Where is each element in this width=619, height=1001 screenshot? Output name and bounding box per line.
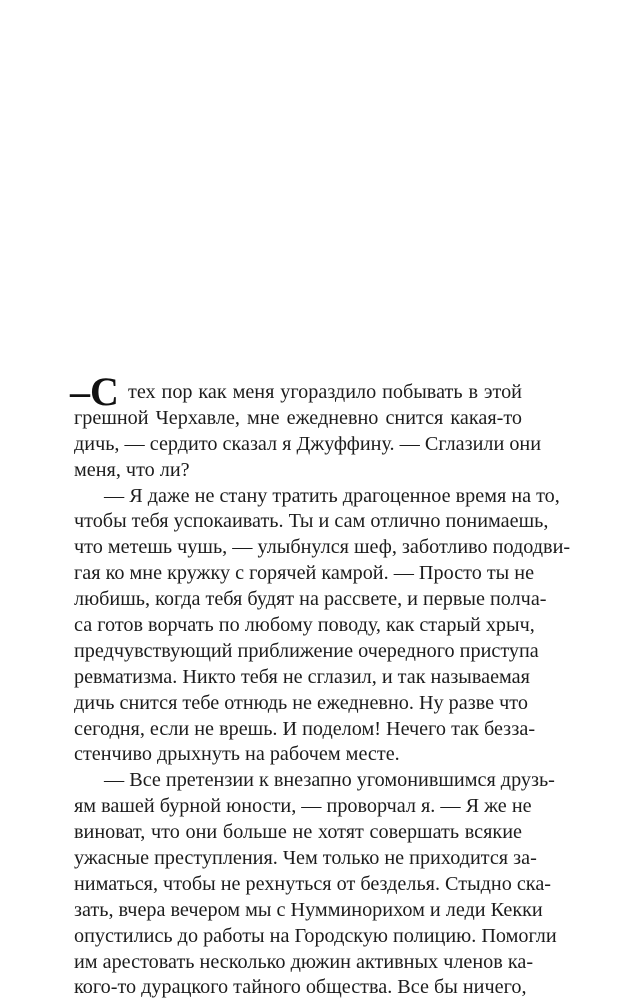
text-line: ревматизма. Никто тебя не сглазил, и так называемая [74,665,530,688]
text-line: дичь снится тебе отнюдь не ежедневно. Ну разве что [74,691,528,714]
text-line: — Все претензии к внезапно угомонившимся друзь- [104,769,555,792]
text-line: са готов ворчать по любому поводу, как старый хрыч, [74,614,535,637]
text-line: что метешь чушь, — улыбнулся шеф, заботливо пододви- [74,536,571,559]
text-line: гая ко мне кружку с горячей камрой. — Просто ты не [74,562,535,585]
text-line: опустились до работы на Городскую полицию. Помогли [74,924,557,947]
text-line: дичь, — сердито сказал я Джуффину. — Сглазили они [74,432,542,455]
text-line: грешной Черхавле, мне ежедневно снится какая-то [74,406,522,429]
text-line: ниматься, чтобы не рехнуться от безделья. Стыдно ска- [74,872,551,895]
paragraph-3 [74,768,557,1001]
text-line: любишь, когда тебя будят на рассвете, и первые полча- [74,588,547,611]
text-line: сегодня, если не врешь. И поделом! Нечего так безза- [74,717,536,740]
text-line: им арестовать несколько дюжин активных членов ка- [74,950,534,973]
text-line: кого-то дурацкого тайного общества. Все бы ничего, [74,976,527,999]
text-line: — Я даже не стану тратить драгоценное время на то, [104,484,560,507]
text-line: ям вашей бурной юности, — проворчал я. — Я же не [74,795,532,818]
text-line: ужасные преступления. Чем только не приходится за- [74,847,537,870]
text-line: виноват, что они больше не хотят совершать всякие [74,821,522,844]
text-line: чтобы тебя успокаивать. Ты и сам отлично понимаешь, [74,510,549,533]
body-text [70,369,571,1001]
text-line: предчувствующий приближение очередного приступа [74,639,539,662]
text-line: стенчиво дрыхнуть на рабочем месте. [74,743,400,766]
text-line: меня, что ли? [74,458,190,481]
paragraph-1 [70,369,542,484]
drop-cap: –С [70,369,119,414]
text-line: –С тех пор как меня угораздило побывать в этой [70,369,522,414]
text-line: зать, вчера вечером мы с Нумминорихом и леди Кекки [74,898,543,921]
paragraph-2 [74,484,571,769]
